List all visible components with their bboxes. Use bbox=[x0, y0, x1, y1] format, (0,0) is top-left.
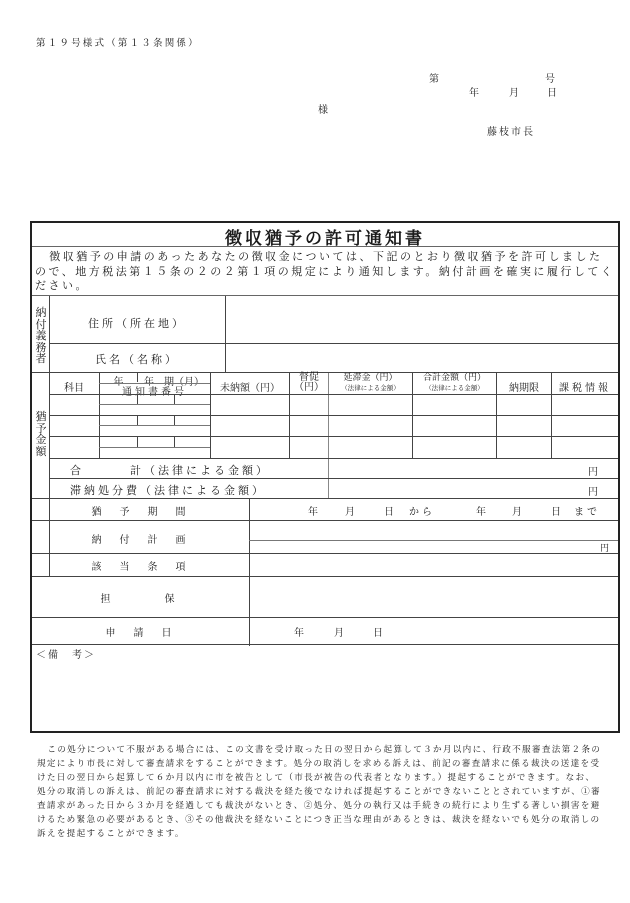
name-label: 氏名（名称） bbox=[95, 353, 179, 366]
grace-from-word: から bbox=[409, 507, 435, 518]
row1-month[interactable] bbox=[175, 395, 210, 404]
applicable-clause-label: 該 当 条 項 bbox=[91, 562, 190, 573]
row3-period[interactable] bbox=[138, 437, 174, 447]
payment-plan-unit: 円 bbox=[600, 544, 610, 554]
grace-from-year: 年 bbox=[308, 507, 318, 518]
row3-year[interactable] bbox=[100, 437, 137, 447]
application-date-label: 申 請 日 bbox=[105, 628, 176, 639]
appeal-instructions: この処分について不服がある場合には、この文書を受け取った日の翌日から起算して３か月以内に、行政不服審査法第２条の規定により市長に対して審査請求をすることができます。処分の取消しを求める訴えは、前記の審査請求に係る裁決の送達を受けた日の翌日から起算して６か月以内に市を被告として（市長が被告の代表者となります。）提起することができます。なお、処分の取消しの訴えは、前記の審査請求に対する裁決を経た後でなければ提起することができないこととされていますが、①審査請求があった日から３か月を経過しても裁決がないとき、②処分、処分の執行又は手続きの続行により生ずる著しい損害を避けるため緊急の必要があるとき、③その他裁決を経ないことにつき正当な理由があるときは、裁決を経ないでも処分の取消しの訴えを提起することができます。 bbox=[37, 745, 602, 839]
remarks-label: ＜備 考＞ bbox=[36, 650, 96, 661]
row2-month[interactable] bbox=[175, 416, 210, 425]
header-subject: 科目 bbox=[64, 383, 84, 394]
form-number: 第１９号様式（第１３条関係） bbox=[36, 38, 200, 49]
header-notice-number: 通知書番号 bbox=[122, 387, 187, 398]
header-tax-info: 課税情報 bbox=[559, 383, 611, 394]
divider bbox=[32, 246, 618, 247]
row1-unpaid[interactable] bbox=[211, 395, 289, 415]
sum-label-a: 合 bbox=[70, 464, 84, 477]
row3-tax-info[interactable] bbox=[552, 437, 618, 458]
collateral-field[interactable] bbox=[250, 577, 618, 617]
address-label: 住所（所在地） bbox=[88, 317, 186, 330]
name-field[interactable] bbox=[226, 344, 616, 371]
grace-period-label: 猶 予 期 間 bbox=[91, 507, 190, 518]
payment-plan-label: 納 付 計 画 bbox=[91, 535, 190, 546]
header-late-fee bbox=[329, 373, 412, 393]
payment-plan-field[interactable] bbox=[250, 521, 618, 540]
applicable-clause-field[interactable] bbox=[250, 554, 618, 576]
divider bbox=[32, 498, 618, 499]
form-title: 徴収猶予の許可通知書 bbox=[225, 229, 425, 249]
intro-paragraph: 徴収猶予の申請のあったあなたの徴収金については、下記のとおり徴収猶予を許可しましたので、地方税法第１５条の２の２第１項の規定により通知します。納付計画を確実に履行してください。 bbox=[35, 250, 615, 292]
row2-subject[interactable] bbox=[50, 416, 99, 436]
row1-notice-number[interactable] bbox=[100, 405, 210, 415]
row2-year[interactable] bbox=[100, 416, 137, 425]
application-date-day: 日 bbox=[373, 628, 383, 639]
collateral-label: 担 保 bbox=[100, 594, 181, 605]
row2-tax-info[interactable] bbox=[552, 416, 618, 436]
disposal-fee-label: 滞納処分費（法律による金額） bbox=[70, 484, 266, 497]
document-number-suffix: 号 bbox=[545, 74, 555, 85]
row1-total[interactable] bbox=[413, 395, 496, 415]
row1-subject[interactable] bbox=[50, 395, 99, 415]
header-total-line2: （法律による金額） bbox=[425, 384, 484, 392]
sum-label-b: 計（法律による金額） bbox=[130, 464, 270, 477]
row1-late-fee[interactable] bbox=[329, 395, 412, 415]
grace-to-year: 年 bbox=[476, 507, 486, 518]
row3-due-date[interactable] bbox=[497, 437, 551, 458]
header-year: 年 bbox=[113, 377, 124, 388]
row3-dunning[interactable] bbox=[290, 437, 328, 458]
header-due-date: 納期限 bbox=[509, 383, 539, 394]
header-fiscal-period: 年 期（月） bbox=[144, 377, 204, 388]
grace-to-day: 日 bbox=[551, 507, 561, 518]
amounts-side-label: 猶予金額 bbox=[35, 410, 47, 458]
grace-to-word: まで bbox=[574, 507, 600, 518]
sum-unit: 円 bbox=[588, 467, 598, 478]
application-date-year: 年 bbox=[294, 628, 304, 639]
addressee-honorific: 様 bbox=[318, 105, 328, 116]
address-field[interactable] bbox=[226, 297, 616, 342]
row2-dunning[interactable] bbox=[290, 416, 328, 436]
header-total bbox=[413, 373, 496, 393]
row3-subject[interactable] bbox=[50, 437, 99, 458]
header-dunning-line2: （円） bbox=[294, 382, 324, 393]
divider bbox=[32, 617, 618, 618]
document-number-prefix: 第 bbox=[429, 74, 439, 85]
application-date-month: 月 bbox=[334, 628, 344, 639]
row1-dunning[interactable] bbox=[290, 395, 328, 415]
row2-notice-number[interactable] bbox=[100, 426, 210, 436]
row2-late-fee[interactable] bbox=[329, 416, 412, 436]
row2-unpaid[interactable] bbox=[211, 416, 289, 436]
row3-total[interactable] bbox=[413, 437, 496, 458]
grace-to-month: 月 bbox=[512, 507, 522, 518]
remarks-field[interactable] bbox=[34, 659, 616, 729]
divider bbox=[32, 644, 618, 645]
header-dunning bbox=[290, 373, 328, 393]
divider bbox=[32, 295, 618, 296]
issue-date-year: 年 bbox=[469, 88, 479, 99]
grace-from-day: 日 bbox=[384, 507, 394, 518]
row3-unpaid[interactable] bbox=[211, 437, 289, 458]
issuer-name: 藤枝市長 bbox=[487, 127, 535, 138]
header-dunning-line1: 督促 bbox=[299, 372, 319, 383]
row2-total[interactable] bbox=[413, 416, 496, 436]
row1-tax-info[interactable] bbox=[552, 395, 618, 415]
row3-late-fee[interactable] bbox=[329, 437, 412, 458]
header-late-fee-line2: （法律による金額） bbox=[341, 384, 400, 392]
row1-period[interactable] bbox=[138, 395, 174, 404]
row1-due-date[interactable] bbox=[497, 395, 551, 415]
disposal-fee-unit: 円 bbox=[588, 487, 598, 498]
permission-notice-form bbox=[30, 221, 620, 733]
disposal-fee-field[interactable] bbox=[329, 479, 597, 498]
header-total-line1: 合計金額（円） bbox=[422, 373, 486, 383]
row3-month[interactable] bbox=[175, 437, 210, 447]
row2-due-date[interactable] bbox=[497, 416, 551, 436]
sum-amount-field[interactable] bbox=[329, 459, 597, 478]
issue-date-month: 月 bbox=[509, 88, 519, 99]
grace-from-month: 月 bbox=[345, 507, 355, 518]
header-unpaid: 未納額（円） bbox=[220, 383, 280, 394]
issue-date-day: 日 bbox=[547, 88, 557, 99]
header-late-fee-line1: 延滞金（円） bbox=[343, 373, 398, 383]
row3-notice-number[interactable] bbox=[100, 448, 210, 458]
taxpayer-side-label: 納付義務者 bbox=[35, 306, 47, 365]
payment-plan-amount-field[interactable] bbox=[250, 541, 590, 553]
row2-period[interactable] bbox=[138, 416, 174, 425]
row1-year[interactable] bbox=[100, 395, 137, 404]
